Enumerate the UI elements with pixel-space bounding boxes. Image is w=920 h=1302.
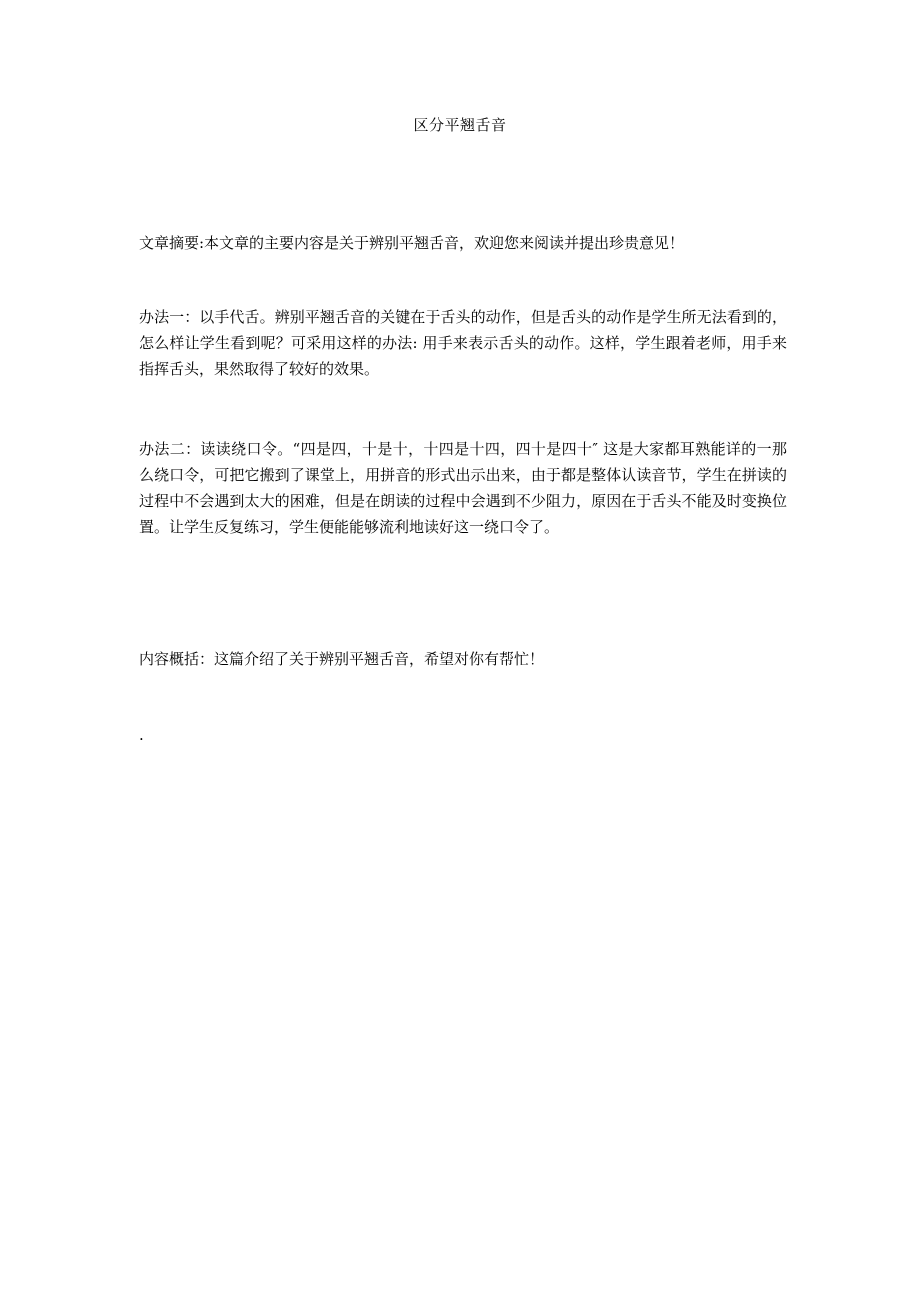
method-two-paragraph: 办法二：读读绕口令。“四是四，十是十，十四是十四，四十是四十″ 这是大家都耳熟能详的一那么绕口令，可把它搬到了课堂上，用拼音的形式出示出来，由于都是整体认读音节，学生在拼读的过程中不会遇到太大的困难，但是在朗读的过程中会遇到不少阻力，原因在于舌头不能及时变换位置。让学生反复练习，学生便能能够流利地读好这一绕口令了。 xyxy=(139,440,787,536)
document-title: 区分平翘舌音 xyxy=(413,116,507,134)
summary-paragraph: 内容概括：这篇介绍了关于辨别平翘舌音，希望对你有帮忙！ xyxy=(139,650,545,668)
method-one-paragraph: 办法一：以手代舌。辨别平翘舌音的关键在于舌头的动作，但是舌头的动作是学生所无法看到的，怎么样让学生看到呢？可采用这样的办法: 用手来表示舌头的动作。这样，学生跟着老师，用手来指挥舌头，果然取得了较好的效果。 xyxy=(139,308,787,378)
abstract-paragraph: 文章摘要:本文章的主要内容是关于辨别平翘舌音，欢迎您来阅读并提出珍贵意见！ xyxy=(139,234,685,252)
trailing-mark: . xyxy=(139,726,144,744)
